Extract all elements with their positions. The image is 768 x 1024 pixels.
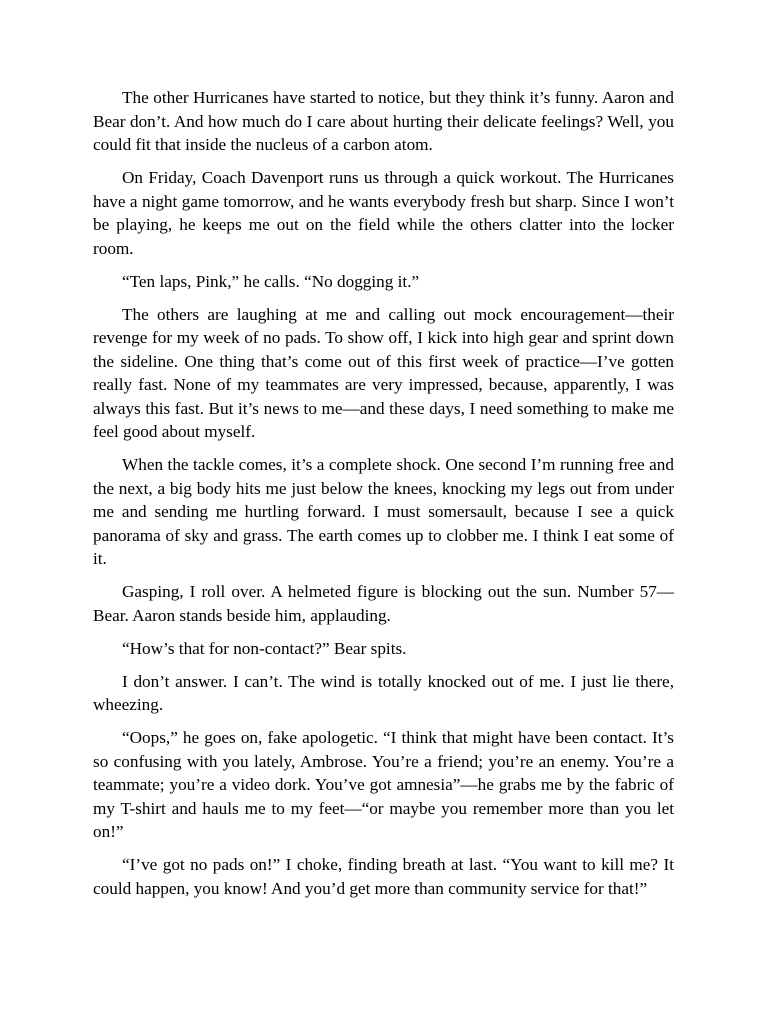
paragraph: I don’t answer. I can’t. The wind is totally knocked out of me. I just lie there, wheezing.: [93, 671, 674, 714]
paragraph: “How’s that for non-contact?” Bear spits.: [122, 638, 407, 658]
paragraph: “Ten laps, Pink,” he calls. “No dogging it.”: [122, 271, 420, 291]
paragraph: When the tackle comes, it’s a complete shock. One second I’m running free and the next, a big body hits me just below the knees, knocking my legs out from under me and sending me hurtling forward. I must somersault, because I see a quick panorama of sky and grass. The earth comes up to clobber me. I think I eat some of it.: [93, 455, 674, 568]
paragraph: “Oops,” he goes on, fake apologetic. “I think that might have been contact. It’s so confusing with you lately, Ambrose. You’re a friend; you’re an enemy. You’re a teammate; you’re a video dork. You’ve got amnesia”—he grabs me by the fabric of my T-shirt and hauls me to my feet—“or maybe you remember more than you let on!”: [93, 728, 674, 841]
paragraph: The other Hurricanes have started to notice, but they think it’s funny. Aaron and Bear don’t. And how much do I care about hurting their delicate feelings? Well, you could fit that inside the nucleus of a carbon atom.: [93, 88, 674, 154]
paragraph: “I’ve got no pads on!” I choke, finding breath at last. “You want to kill me? It could happen, you know! And you’d get more than community service for that!”: [93, 855, 674, 898]
paragraph: The others are laughing at me and calling out mock encouragement—their revenge for my week of no pads. To show off, I kick into high gear and sprint down the sideline. One thing that’s come out of this first week of practice—I’ve gotten really fast. None of my teammates are very impressed, because, apparently, I was always this fast. But it’s news to me—and these days, I need something to make me feel good about myself.: [93, 304, 674, 441]
book-page: [93, 86, 674, 910]
paragraph: On Friday, Coach Davenport runs us through a quick workout. The Hurricanes have a night game tomorrow, and he wants everybody fresh but sharp. Since I won’t be playing, he keeps me out on the field while the others clatter into the locker room.: [93, 168, 674, 258]
paragraph: Gasping, I roll over. A helmeted figure is blocking out the sun. Number 57—Bear. Aaron stands beside him, applauding.: [93, 582, 674, 625]
